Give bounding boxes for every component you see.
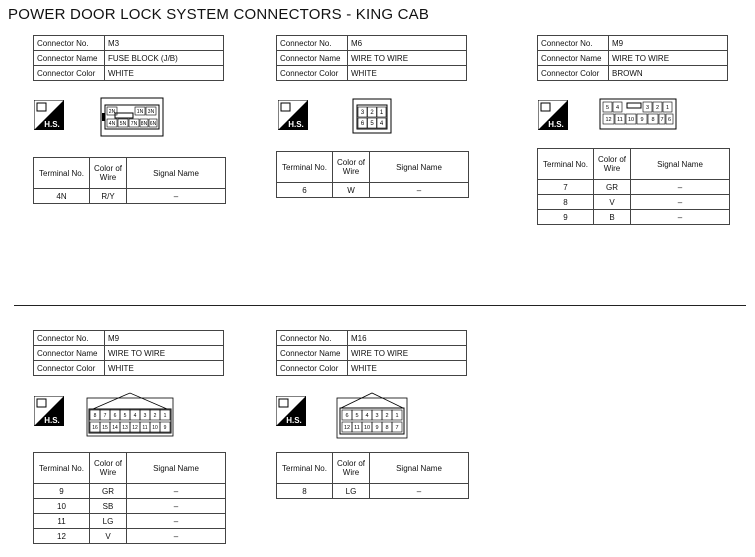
svg-text:5: 5	[605, 105, 610, 111]
svg-text:H.S.: H.S.	[44, 120, 60, 129]
connector-name-value: WIRE TO WIRE	[609, 51, 728, 66]
connector-color-label: Connector Color	[34, 66, 105, 81]
terminal-cell: 9	[34, 484, 90, 499]
connector-color-label: Connector Color	[277, 361, 348, 376]
connector-color-label: Connector Color	[538, 66, 609, 81]
connector-name-value: FUSE BLOCK (J/B)	[105, 51, 224, 66]
signal-name-header: Signal Name	[631, 149, 730, 180]
connector-block-m16	[276, 330, 467, 376]
connector-name-value: WIRE TO WIRE	[105, 346, 224, 361]
signal-name-cell: –	[127, 499, 226, 514]
terminal-no-header: Terminal No.	[277, 152, 333, 183]
svg-text:6: 6	[345, 413, 349, 419]
signal-name-header: Signal Name	[370, 453, 469, 484]
svg-text:9: 9	[640, 117, 644, 123]
svg-text:8: 8	[93, 413, 97, 419]
table-row	[34, 189, 226, 204]
svg-text:1: 1	[163, 413, 167, 419]
connector-face-m16	[335, 390, 409, 440]
terminal-no-header: Terminal No.	[538, 149, 594, 180]
harness-side-icon	[34, 396, 64, 426]
svg-text:7N: 7N	[130, 121, 138, 127]
wire-color-cell: V	[90, 529, 127, 544]
connector-face-m9-brown	[599, 98, 677, 130]
svg-text:5: 5	[355, 413, 359, 419]
svg-text:8N: 8N	[140, 121, 148, 127]
connector-no-label: Connector No.	[277, 331, 348, 346]
connector-no-value: M6	[348, 36, 467, 51]
terminal-cell: 8	[277, 484, 333, 499]
wire-color-cell: GR	[594, 180, 631, 195]
svg-text:15: 15	[102, 425, 108, 431]
svg-text:2: 2	[153, 413, 157, 419]
svg-text:10: 10	[627, 117, 635, 123]
svg-text:2: 2	[370, 110, 374, 116]
svg-text:4: 4	[379, 121, 384, 127]
signal-name-cell: –	[631, 195, 730, 210]
terminal-cell: 4N	[34, 189, 90, 204]
connector-no-label: Connector No.	[277, 36, 348, 51]
connector-info-table	[33, 35, 224, 81]
svg-text:6: 6	[113, 413, 117, 419]
connector-name-value: WIRE TO WIRE	[348, 346, 467, 361]
svg-text:11: 11	[617, 117, 623, 123]
connector-color-value: WHITE	[348, 361, 467, 376]
connector-no-value: M3	[105, 36, 224, 51]
svg-text:12: 12	[343, 425, 351, 431]
section-divider	[14, 305, 746, 306]
wire-color-cell: LG	[90, 514, 127, 529]
signal-name-cell: –	[631, 210, 730, 225]
connector-name-label: Connector Name	[538, 51, 609, 66]
connector-no-label: Connector No.	[34, 331, 105, 346]
signal-name-cell: –	[127, 484, 226, 499]
wire-color-cell: SB	[90, 499, 127, 514]
svg-text:3: 3	[360, 110, 365, 116]
connector-name-label: Connector Name	[34, 51, 105, 66]
harness-side-icon	[34, 100, 64, 130]
connector-block-m9-white	[33, 330, 224, 376]
connector-face-m3	[100, 97, 164, 137]
svg-text:1: 1	[379, 110, 384, 116]
connector-name-label: Connector Name	[277, 51, 348, 66]
terminal-no-header: Terminal No.	[34, 453, 90, 484]
svg-text:4N: 4N	[108, 121, 116, 127]
svg-text:2: 2	[385, 413, 389, 419]
svg-text:11: 11	[354, 425, 360, 431]
svg-text:11: 11	[142, 425, 148, 431]
wire-color-cell: V	[594, 195, 631, 210]
connector-info-table	[33, 330, 224, 376]
connector-color-value: BROWN	[609, 66, 728, 81]
svg-text:3: 3	[143, 413, 147, 419]
signal-name-cell: –	[127, 529, 226, 544]
table-row	[538, 210, 730, 225]
wire-color-header: Color of Wire	[333, 453, 370, 484]
table-row	[34, 529, 226, 544]
svg-text:2N: 2N	[108, 109, 116, 115]
harness-side-icon	[276, 396, 306, 426]
table-row	[34, 514, 226, 529]
connector-block-m9-brown	[537, 35, 728, 81]
connector-no-label: Connector No.	[538, 36, 609, 51]
connector-name-label: Connector Name	[277, 346, 348, 361]
harness-side-icon	[538, 100, 568, 130]
svg-text:1N: 1N	[136, 109, 144, 115]
svg-text:3N: 3N	[147, 109, 155, 115]
terminal-cell: 8	[538, 195, 594, 210]
svg-text:13: 13	[122, 425, 128, 431]
connector-no-value: M16	[348, 331, 467, 346]
table-row	[34, 484, 226, 499]
connector-face-m9-white	[85, 390, 175, 438]
svg-text:H.S.: H.S.	[288, 120, 304, 129]
svg-text:12: 12	[605, 117, 612, 123]
connector-name-value: WIRE TO WIRE	[348, 51, 467, 66]
wire-color-cell: B	[594, 210, 631, 225]
svg-text:9: 9	[163, 425, 167, 431]
connector-block-m6	[276, 35, 467, 81]
terminal-cell: 11	[34, 514, 90, 529]
signal-name-header: Signal Name	[127, 453, 226, 484]
svg-text:8: 8	[651, 117, 655, 123]
table-row	[277, 484, 469, 499]
wire-color-header: Color of Wire	[90, 158, 127, 189]
svg-text:7: 7	[395, 425, 399, 431]
terminal-cell: 9	[538, 210, 594, 225]
wire-color-cell: LG	[333, 484, 370, 499]
connector-info-table	[276, 330, 467, 376]
svg-text:5N: 5N	[119, 121, 127, 127]
terminal-table-m9-white	[33, 452, 226, 544]
terminal-table-m3	[33, 157, 226, 204]
wire-color-cell: GR	[90, 484, 127, 499]
signal-name-cell: –	[127, 189, 226, 204]
svg-text:3: 3	[645, 105, 650, 111]
svg-text:6N: 6N	[149, 121, 157, 127]
svg-text:H.S.: H.S.	[548, 120, 564, 129]
svg-text:H.S.: H.S.	[286, 416, 302, 425]
terminal-no-header: Terminal No.	[34, 158, 90, 189]
terminal-table-m16	[276, 452, 469, 499]
wire-color-header: Color of Wire	[594, 149, 631, 180]
signal-name-cell: –	[127, 514, 226, 529]
svg-text:6: 6	[360, 121, 365, 127]
svg-text:5: 5	[370, 121, 374, 127]
signal-name-header: Signal Name	[370, 152, 469, 183]
terminal-table-m9-brown	[537, 148, 730, 225]
connector-block-m3	[33, 35, 224, 81]
connector-no-value: M9	[105, 331, 224, 346]
connector-no-label: Connector No.	[34, 36, 105, 51]
connector-color-value: WHITE	[105, 361, 224, 376]
terminal-cell: 6	[277, 183, 333, 198]
table-row	[538, 180, 730, 195]
connector-color-value: WHITE	[348, 66, 467, 81]
connector-info-table	[276, 35, 467, 81]
table-row	[34, 499, 226, 514]
page-title: POWER DOOR LOCK SYSTEM CONNECTORS - KING CAB	[8, 6, 430, 23]
connector-face-m6	[352, 98, 392, 134]
svg-text:6: 6	[667, 117, 672, 123]
terminal-table-m6	[276, 151, 469, 198]
signal-name-header: Signal Name	[127, 158, 226, 189]
svg-text:8: 8	[385, 425, 389, 431]
connector-info-table	[537, 35, 728, 81]
table-row	[538, 195, 730, 210]
signal-name-cell: –	[370, 484, 469, 499]
table-row	[277, 183, 469, 198]
svg-text:1: 1	[395, 413, 399, 419]
connector-color-label: Connector Color	[34, 361, 105, 376]
svg-text:10: 10	[152, 425, 158, 431]
svg-text:14: 14	[112, 425, 118, 431]
terminal-no-header: Terminal No.	[277, 453, 333, 484]
terminal-cell: 10	[34, 499, 90, 514]
svg-text:7: 7	[103, 413, 107, 419]
svg-text:H.S.: H.S.	[44, 416, 60, 425]
connector-color-value: WHITE	[105, 66, 224, 81]
svg-text:3: 3	[375, 413, 379, 419]
svg-text:2: 2	[655, 105, 660, 111]
wire-color-cell: R/Y	[90, 189, 127, 204]
svg-text:16: 16	[92, 425, 98, 431]
svg-text:4: 4	[133, 413, 137, 419]
connector-color-label: Connector Color	[277, 66, 348, 81]
terminal-cell: 12	[34, 529, 90, 544]
svg-text:7: 7	[660, 117, 664, 123]
wire-color-header: Color of Wire	[333, 152, 370, 183]
svg-text:5: 5	[123, 413, 127, 419]
signal-name-cell: –	[370, 183, 469, 198]
connector-name-label: Connector Name	[34, 346, 105, 361]
svg-text:10: 10	[363, 425, 371, 431]
wire-color-header: Color of Wire	[90, 453, 127, 484]
svg-text:4: 4	[365, 413, 369, 419]
signal-name-cell: –	[631, 180, 730, 195]
svg-text:9: 9	[375, 425, 379, 431]
wire-color-cell: W	[333, 183, 370, 198]
svg-text:12: 12	[132, 425, 138, 431]
connector-no-value: M9	[609, 36, 728, 51]
svg-text:1: 1	[665, 105, 670, 111]
svg-text:4: 4	[615, 105, 620, 111]
terminal-cell: 7	[538, 180, 594, 195]
harness-side-icon	[278, 100, 308, 130]
